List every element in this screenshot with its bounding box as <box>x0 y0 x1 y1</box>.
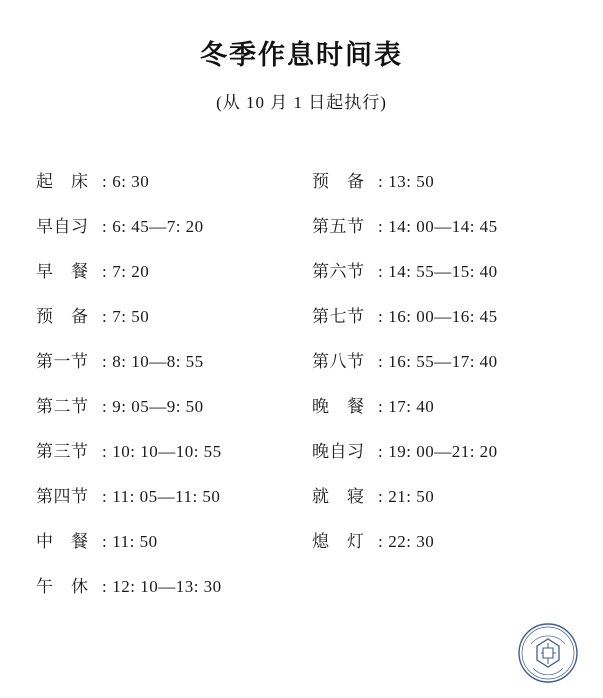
schedule-item-separator: : <box>378 262 384 281</box>
schedule-row <box>36 482 312 527</box>
schedule-row <box>312 302 588 347</box>
schedule-row <box>312 392 588 437</box>
schedule-item-time: 12: 10—13: 30 <box>112 577 222 596</box>
schedule-item-time: 7: 50 <box>112 307 150 326</box>
schedule-item-label: 早自习 <box>36 217 89 236</box>
page-subtitle: (从 10 月 1 日起执行) <box>216 93 387 112</box>
schedule-row <box>36 257 312 302</box>
schedule-item-time: 6: 30 <box>112 172 150 191</box>
schedule-row <box>36 437 312 482</box>
schedule-item-label: 午 休 <box>36 577 89 596</box>
schedule-item-separator: : <box>102 172 108 191</box>
schedule-item-separator: : <box>378 442 384 461</box>
schedule-item-label: 第八节 <box>312 352 365 371</box>
schedule-row <box>312 257 588 302</box>
schedule-item-label: 第七节 <box>312 307 365 326</box>
schedule-item-time: 19: 00—21: 20 <box>388 442 498 461</box>
schedule-item-time: 16: 00—16: 45 <box>388 307 498 326</box>
schedule-item-time: 16: 55—17: 40 <box>388 352 498 371</box>
schedule-item-separator: : <box>102 262 108 281</box>
schedule-item-label: 起 床 <box>36 172 89 191</box>
schedule-row <box>312 167 588 212</box>
schedule-item-time: 7: 20 <box>112 262 150 281</box>
schedule-row <box>312 347 588 392</box>
schedule-item-separator: : <box>102 532 108 551</box>
schedule-row <box>312 482 588 527</box>
schedule-item-separator: : <box>378 487 384 506</box>
schedule-item-separator: : <box>102 577 108 596</box>
schedule-item-label: 早 餐 <box>36 262 89 281</box>
schedule-row <box>312 437 588 482</box>
schedule-row <box>36 212 312 257</box>
schedule-right-column <box>312 167 588 617</box>
schedule-item-label: 预 备 <box>312 172 365 191</box>
schedule-item-time: 6: 45—7: 20 <box>112 217 204 236</box>
schedule-row <box>36 572 312 617</box>
schedule-item-label: 第五节 <box>312 217 365 236</box>
schedule-item-separator: : <box>102 217 108 236</box>
schedule-item-separator: : <box>102 442 108 461</box>
schedule-item-separator: : <box>102 487 108 506</box>
schedule-item-time: 14: 00—14: 45 <box>388 217 498 236</box>
schedule-item-label: 第六节 <box>312 262 365 281</box>
schedule-item-time: 10: 10—10: 55 <box>112 442 222 461</box>
schedule-row <box>36 167 312 212</box>
schedule-item-label: 第三节 <box>36 442 89 461</box>
schedule-item-label: 第四节 <box>36 487 89 506</box>
schedule-item-label: 预 备 <box>36 307 89 326</box>
schedule-item-label: 晚自习 <box>312 442 365 461</box>
schedule-item-label: 第二节 <box>36 397 89 416</box>
schedule-item-time: 9: 05—9: 50 <box>112 397 204 416</box>
schedule-row <box>36 302 312 347</box>
schedule-item-separator: : <box>378 307 384 326</box>
page-title: 冬季作息时间表 <box>200 40 403 70</box>
schedule-item-time: 17: 40 <box>388 397 435 416</box>
schedule-item-separator: : <box>378 172 384 191</box>
schedule-item-separator: : <box>378 532 384 551</box>
schedule-row <box>36 347 312 392</box>
university-seal-logo-icon <box>517 622 579 684</box>
timetable-document <box>0 33 603 698</box>
schedule-row <box>312 212 588 257</box>
schedule-item-time: 21: 50 <box>388 487 435 506</box>
schedule-item-time: 8: 10—8: 55 <box>112 352 204 371</box>
schedule-item-label: 晚 餐 <box>312 397 365 416</box>
schedule-item-label: 第一节 <box>36 352 89 371</box>
schedule-item-time: 11: 50 <box>112 532 158 551</box>
schedule-item-time: 14: 55—15: 40 <box>388 262 498 281</box>
schedule-item-separator: : <box>102 397 108 416</box>
schedule-columns <box>0 167 603 617</box>
schedule-item-separator: : <box>378 397 384 416</box>
schedule-item-time: 22: 30 <box>388 532 435 551</box>
schedule-row <box>36 527 312 572</box>
schedule-row <box>312 527 588 572</box>
schedule-item-label: 熄 灯 <box>312 532 365 551</box>
schedule-item-label: 就 寝 <box>312 487 365 506</box>
schedule-item-time: 13: 50 <box>388 172 435 191</box>
schedule-item-separator: : <box>378 352 384 371</box>
schedule-item-separator: : <box>102 307 108 326</box>
schedule-left-column <box>36 167 312 617</box>
schedule-item-label: 中 餐 <box>36 532 89 551</box>
schedule-item-separator: : <box>378 217 384 236</box>
schedule-item-time: 11: 05—11: 50 <box>112 487 221 506</box>
schedule-item-separator: : <box>102 352 108 371</box>
schedule-row <box>36 392 312 437</box>
